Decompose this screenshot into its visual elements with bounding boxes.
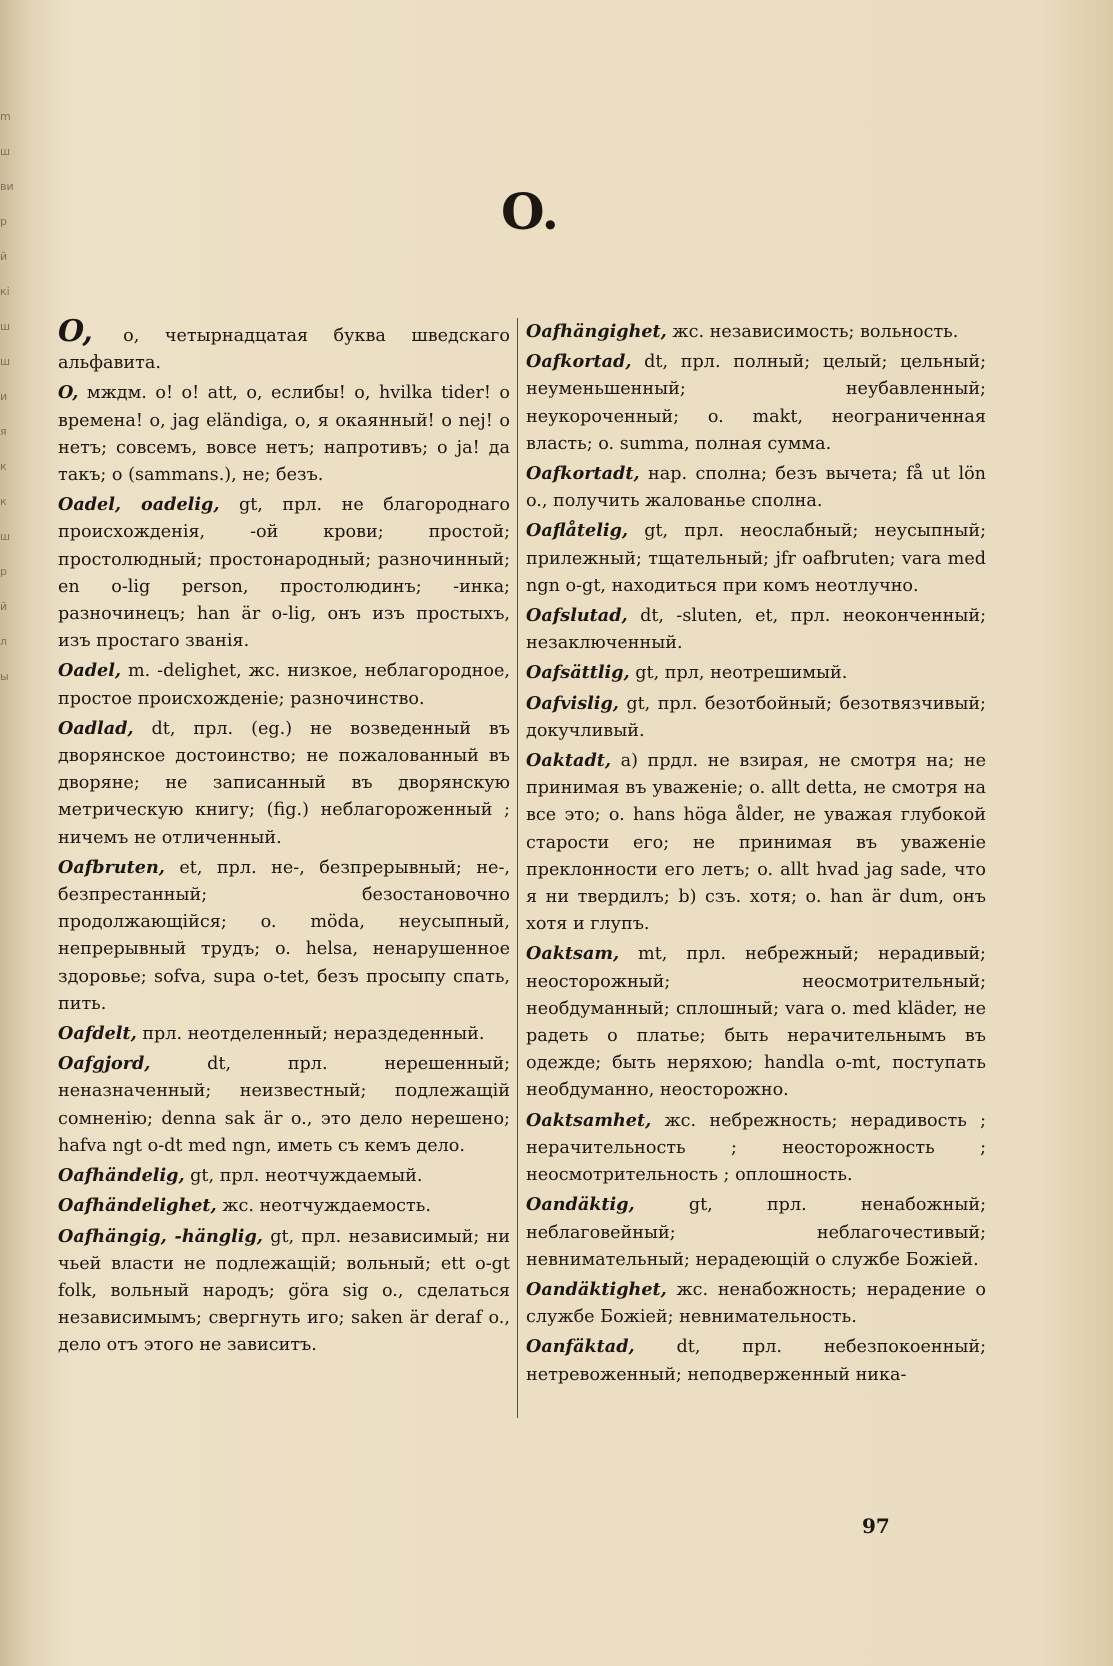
dictionary-entry xyxy=(58,1223,510,1360)
dictionary-entry xyxy=(526,1191,986,1274)
right-column xyxy=(526,318,986,1391)
dictionary-entry xyxy=(526,318,986,346)
section-letter-heading: O. xyxy=(500,182,560,241)
dictionary-entry xyxy=(526,747,986,938)
entry-headword: Oafhändelighet, xyxy=(58,1195,217,1217)
dictionary-entry xyxy=(58,657,510,712)
dictionary-entry xyxy=(526,460,986,515)
entry-definition: жс. неотчуждаемость. xyxy=(222,1196,431,1217)
dictionary-entry xyxy=(58,715,510,852)
entry-headword: Oandäktig, xyxy=(526,1194,635,1216)
entry-definition: gt, прл. ненабожный; неблаговейный; неблагочестивый; невнимательный; нерадеющій о службе Божіей. xyxy=(526,1195,986,1270)
margin-fragment: я xyxy=(0,425,7,438)
margin-fragment: ш xyxy=(0,145,11,158)
margin-fragment: кі xyxy=(0,285,10,298)
entry-definition: gt, прл. не благороднаго происхожденія, -ой крови; простой; простолюдный; простонародный; разночинный; en o-lig person, простолюдинъ; -инка; разночинецъ; han är o-lig, онъ изъ простыхъ, изъ простаго званія. xyxy=(58,495,510,652)
dictionary-entry xyxy=(526,517,986,600)
margin-fragment: ш xyxy=(0,320,11,333)
entry-headword: Oafvislig, xyxy=(526,692,619,714)
dictionary-entry xyxy=(526,602,986,657)
entry-definition: gt, прл. независимый; ни чьей власти не подлежащій; вольный; ett o-gt folk, вольный народъ; göra sig o., сделаться независимымъ; свергнуть иго; saken är deraf o., дело отъ этого не зависитъ. xyxy=(58,1226,510,1356)
entry-headword: Oafsättlig, xyxy=(526,662,630,684)
entry-definition: dt, прл. (eg.) не возведенный въ дворянское достоинство; не пожалованный въ дворяне; не записанный въ дворянскую метрическую книгу; (fig.) неблагороженный ; ничемъ не отличенный. xyxy=(58,718,510,848)
entry-headword: Oaktsam, xyxy=(526,943,620,965)
margin-fragment: m xyxy=(0,110,11,123)
dictionary-entry xyxy=(58,1020,510,1048)
left-column xyxy=(58,314,511,1362)
entry-headword: Oadel, xyxy=(58,660,122,682)
margin-fragment: й xyxy=(0,250,8,263)
entry-headword: Oaflåtelig, xyxy=(526,520,629,542)
entry-headword: O, xyxy=(58,382,79,404)
dictionary-entry xyxy=(58,1192,510,1220)
dictionary-entry xyxy=(526,690,986,745)
entry-headword: Oafgjord, xyxy=(58,1053,151,1075)
entry-headword: Oafhängig, -hänglig, xyxy=(58,1225,263,1247)
margin-fragment: р xyxy=(0,565,7,578)
drop-cap: O, xyxy=(58,314,124,349)
entry-definition: et, прл. не-, безпрерывный; не-, безпрестанный; безостановочно продолжающійся; o. möda, неусыпный, непрерывный трудъ; o. helsa, ненарушенное здоровье; sofva, supa o-tet, безъ просыпу спать, пить. xyxy=(58,857,511,1014)
margin-fragment: й xyxy=(0,600,8,613)
dictionary-entry xyxy=(526,1333,986,1388)
margin-fragment: ы xyxy=(0,670,9,683)
entry-definition: m. -delighet, жс. низкое, неблагородное, простое происхожденіе; разночинство. xyxy=(58,661,510,709)
entry-definition: жс. ненабожность; нерадение о службе Божіей; невнимательность. xyxy=(526,1279,986,1328)
dictionary-entry xyxy=(58,1162,510,1190)
entry-definition: прл. неотделенный; нераздеденный. xyxy=(142,1024,485,1045)
dictionary-entry xyxy=(58,379,510,489)
entry-definition: нар. сполна; безъ вычета; få ut lön o., получить жалованье сполна. xyxy=(526,464,987,512)
dictionary-entry xyxy=(58,314,510,377)
entry-headword: Oanfäktad, xyxy=(526,1336,635,1358)
entry-headword: Oafbruten, xyxy=(58,856,165,878)
entry-definition: жс. независимость; вольность. xyxy=(672,322,959,342)
entry-definition: мждм. o! o! att, о, еслибы! o, hvilka tider! о времена! o, jag eländiga, о, я окаянный! o nej! о нетъ; совсемъ, вовсе нетъ; напротивъ; o ja! да такъ; o (sammans.), не; безъ. xyxy=(58,383,511,486)
entry-definition: dt, прл. нерешенный; неназначенный; неизвестный; подлежащій сомненію; denna sak är o., это дело нерешено; hafva ngt o-dt med ngn, иметь съ кемъ дело. xyxy=(58,1054,511,1156)
entry-definition: mt, прл. небрежный; нерадивый; неосторожный; неосмотрительный; необдуманный; сплошный; vara o. med kläder, не радеть о платье; быть нерачительнымъ въ одежде; быть неряхою; handla o-mt, поступать необдуманно, неосторожно. xyxy=(526,944,986,1101)
entry-headword: Oaktsamhet, xyxy=(526,1109,652,1131)
entry-definition: жс. небрежность; нерадивость ; нерачительность ; неосторожность ; неосмотрительность ; оплошность. xyxy=(526,1110,986,1186)
entry-headword: Oadlad, xyxy=(58,717,134,739)
margin-fragment: р xyxy=(0,215,7,228)
dictionary-entry xyxy=(58,1050,510,1160)
margin-fragment: ви xyxy=(0,180,14,193)
dictionary-entry xyxy=(526,659,986,687)
entry-definition: dt, -sluten, et, прл. неоконченный; незаключенный. xyxy=(526,606,987,654)
bound-margin-fragments xyxy=(0,110,24,1290)
dictionary-entry xyxy=(526,1107,986,1190)
entry-headword: Oaktadt, xyxy=(526,750,611,772)
entry-headword: Oafhängighet, xyxy=(526,321,667,342)
dictionary-entry xyxy=(58,491,510,655)
entry-headword: Oadel, oadelig, xyxy=(58,494,220,516)
dictionary-entry xyxy=(526,940,986,1104)
margin-fragment: к xyxy=(0,495,7,508)
margin-fragment: к xyxy=(0,460,7,473)
column-divider xyxy=(517,318,518,1418)
margin-fragment: л xyxy=(0,635,8,648)
entry-headword: Oafdelt, xyxy=(58,1023,137,1045)
entry-headword: Oandäktighet, xyxy=(526,1278,667,1300)
entry-definition: gt, прл. безотбойный; безотвязчивый; докучливый. xyxy=(526,693,986,741)
entry-headword: Oafkortadt, xyxy=(526,463,640,485)
entry-headword: Oafkortad, xyxy=(526,351,632,373)
entry-definition: gt, прл, неотрешимый. xyxy=(635,663,848,684)
entry-headword: Oafslutad, xyxy=(526,605,628,627)
margin-fragment: ш xyxy=(0,530,11,543)
entry-definition: gt, прл. неотчуждаемый. xyxy=(190,1166,423,1187)
entry-definition: dt, прл. небезпокоенный; нетревоженный; неподверженный ника- xyxy=(526,1337,986,1385)
entry-definition: dt, прл. полный; целый; цельный; неуменьшенный; неубавленный; неукороченный; o. makt, неограниченная власть; o. summa, полная сумма. xyxy=(526,352,987,454)
margin-fragment: ш xyxy=(0,355,11,368)
entry-definition: a) прдл. не взирая, не смотря на; не принимая въ уваженіе; o. allt detta, не смотря на все это; o. hans höga ålder, не уважая глубокой старости его; не принимая въ уваженіе преклонности его летъ; o. allt hvad jag sade, что я ни твердилъ; b) сзъ. хотя; o. han är dum, онъ хотя и глупъ. xyxy=(526,751,987,935)
dictionary-entry xyxy=(526,1276,986,1331)
margin-fragment: и xyxy=(0,390,8,403)
dictionary-entry xyxy=(526,348,986,458)
entry-definition: gt, прл. неослабный; неусыпный; прилежный; тщательный; jfr oafbruten; vara med ngn o-gt, находиться при комъ неотлучно. xyxy=(526,521,986,596)
entry-definition: o, четырнадцатая буква шведскаго альфавита. xyxy=(58,326,510,374)
dictionary-entry xyxy=(58,854,510,1018)
entry-headword: Oafhändelig, xyxy=(58,1165,185,1187)
page-number: 97 xyxy=(862,1514,890,1538)
